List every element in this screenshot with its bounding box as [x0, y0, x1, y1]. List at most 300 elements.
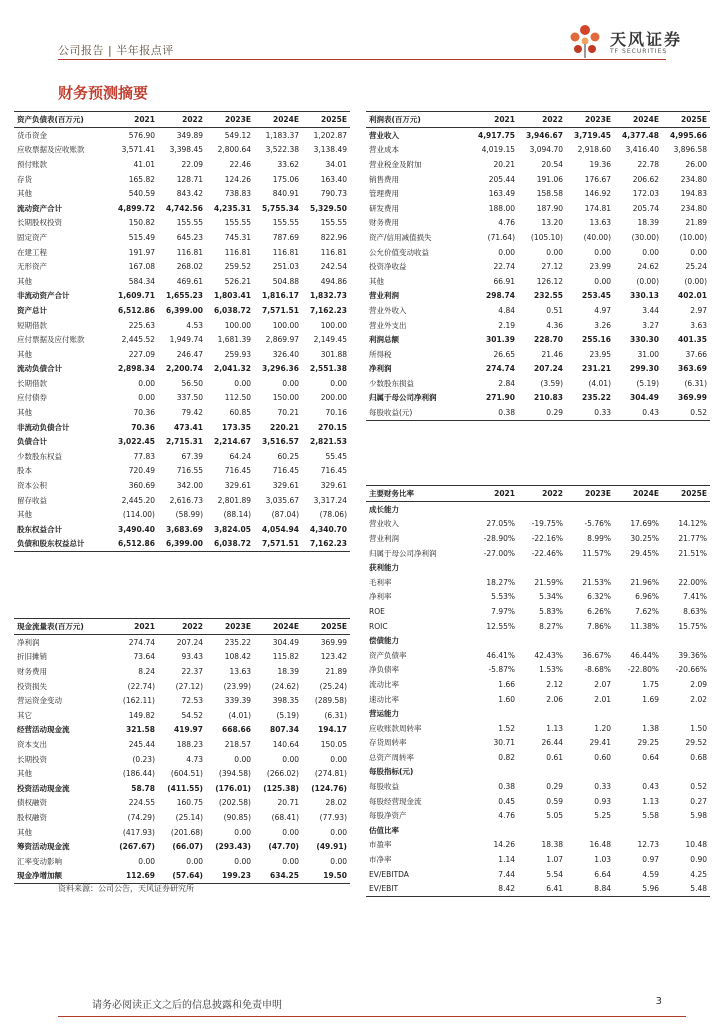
- column-header: 2022: [158, 619, 206, 635]
- cell-value: (125.38): [263, 783, 299, 793]
- cell-value: 339.39: [224, 696, 251, 706]
- cell-value: 0.64: [642, 752, 659, 762]
- cell-value: (202.58): [218, 798, 251, 808]
- table-row: [366, 391, 710, 406]
- cell-value: 7.97%: [491, 606, 515, 616]
- cell-value: [662, 765, 710, 780]
- table-row: [14, 449, 350, 464]
- cell-value: 14.12%: [678, 519, 707, 529]
- cell-value: 7,162.23: [302, 537, 350, 552]
- cell-value: (71.64): [487, 232, 515, 242]
- cell-value: 549.12: [224, 130, 251, 140]
- cell-value: 6,399.00: [158, 537, 206, 552]
- table-title: 主要财务比率: [366, 486, 470, 502]
- row-label: 投资净收益: [369, 262, 407, 272]
- table-title: 资产负债表(百万元): [14, 112, 110, 128]
- data-source-note: 资料来源：公司公告，天风证券研究所: [58, 884, 194, 893]
- cell-value: 112.50: [224, 393, 251, 403]
- cell-value: 176.67: [584, 174, 611, 184]
- cell-value: 716.45: [224, 466, 251, 476]
- cell-value: 494.86: [320, 276, 347, 286]
- cell-value: 22.00%: [678, 577, 707, 587]
- cell-value: 77.83: [133, 451, 155, 461]
- cell-value: (201.68): [170, 827, 203, 837]
- table-row: [14, 679, 350, 694]
- cell-value: 3,824.05: [213, 524, 251, 534]
- row-label: 筹资活动现金流: [17, 842, 70, 852]
- cell-value: 840.91: [272, 189, 299, 199]
- cell-value: 26.65: [493, 349, 515, 359]
- table-row: [366, 881, 710, 896]
- cell-value: 299.30: [630, 364, 659, 374]
- cell-value: 321.58: [126, 725, 155, 735]
- cell-value: 645.23: [176, 232, 203, 242]
- row-label: 市净率: [369, 855, 392, 865]
- cell-value: 12.73: [637, 840, 659, 850]
- cell-value: 1.07: [546, 855, 563, 865]
- cell-value: 1.13: [546, 723, 563, 733]
- cell-value: 4.76: [498, 218, 515, 228]
- cell-value: 0.00: [138, 856, 155, 866]
- cell-value: [566, 633, 614, 648]
- cell-value: -19.75%: [531, 519, 563, 529]
- table-row: [14, 708, 350, 723]
- table-header-row: [366, 112, 710, 128]
- cell-value: [470, 706, 518, 721]
- cell-value: 194.17: [318, 725, 347, 735]
- table-row: [366, 867, 710, 882]
- row-label: 少数股东权益: [17, 451, 62, 461]
- cell-value: 5.54: [546, 869, 563, 879]
- cell-value: 4,054.94: [261, 524, 299, 534]
- cell-value: (0.00): [636, 276, 659, 286]
- cell-value: 3,719.45: [573, 130, 611, 140]
- cell-value: -5.87%: [488, 665, 515, 675]
- table-row: [366, 274, 710, 289]
- cell-value: 0.29: [546, 782, 563, 792]
- cell-value: 4.53: [186, 320, 203, 330]
- cell-value: 207.24: [534, 364, 563, 374]
- row-label: 每股经营现金流: [369, 796, 422, 806]
- cell-value: 576.90: [128, 130, 155, 140]
- table-title: 现金流量表(百万元): [14, 619, 110, 635]
- cell-value: 21.46: [541, 349, 563, 359]
- cell-value: (105.10): [530, 232, 563, 242]
- row-label: 财务费用: [17, 666, 47, 676]
- row-label: 成长能力: [369, 504, 399, 514]
- row-label: 研发费用: [369, 203, 399, 213]
- cell-value: 6,038.72: [213, 305, 251, 315]
- cell-value: [566, 823, 614, 838]
- cell-value: 5.25: [594, 811, 611, 821]
- cell-value: 1,609.71: [117, 291, 155, 301]
- cell-value: 18.39: [277, 666, 299, 676]
- cell-value: 4,235.31: [213, 203, 251, 213]
- cell-value: 0.00: [594, 276, 611, 286]
- cell-value: 526.21: [224, 276, 251, 286]
- column-header: 2024E: [614, 486, 662, 502]
- cell-value: 274.74: [128, 637, 155, 647]
- cell-value: 0.38: [470, 405, 518, 420]
- cell-value: 2,801.89: [217, 495, 251, 505]
- column-header: 2023E: [566, 112, 614, 128]
- cell-value: 3,946.67: [525, 130, 563, 140]
- table-row: [366, 633, 710, 648]
- cell-value: 0.00: [330, 827, 347, 837]
- cell-value: 5.34%: [539, 592, 563, 602]
- row-label: EV/EBITDA: [369, 869, 409, 879]
- cell-value: 41.01: [133, 159, 155, 169]
- cell-value: 584.34: [128, 276, 155, 286]
- column-header: 2021: [110, 112, 158, 128]
- cell-value: [614, 633, 662, 648]
- cell-value: 0.00: [234, 856, 251, 866]
- row-label: EV/EBIT: [366, 881, 470, 896]
- cell-value: 2.19: [498, 320, 515, 330]
- cell-value: 1.52: [498, 723, 515, 733]
- cell-value: 29.52: [685, 738, 707, 748]
- cell-value: (4.01): [228, 710, 251, 720]
- cell-value: -20.66%: [675, 665, 707, 675]
- row-label: 总资产周转率: [369, 752, 414, 762]
- cell-value: 160.75: [176, 798, 203, 808]
- table-row: [14, 216, 350, 231]
- cell-value: 253.45: [582, 291, 611, 301]
- cell-value: 0.68: [690, 752, 707, 762]
- cell-value: [662, 560, 710, 575]
- table-row: [366, 619, 710, 634]
- column-header: 2025E: [662, 112, 710, 128]
- cell-value: 4.25: [690, 869, 707, 879]
- cell-value: 3.26: [594, 320, 611, 330]
- cell-value: 20.71: [277, 798, 299, 808]
- cell-value: 3.27: [642, 320, 659, 330]
- cell-value: 3,138.49: [313, 145, 347, 155]
- row-label: 每股收益: [369, 782, 399, 792]
- cell-value: 20.54: [541, 159, 563, 169]
- cell-value: [614, 823, 662, 838]
- cell-value: (266.02): [266, 769, 299, 779]
- cell-value: 304.49: [630, 393, 659, 403]
- table-row: [14, 434, 350, 449]
- cell-value: 398.35: [272, 696, 299, 706]
- table-row: [366, 692, 710, 707]
- cell-value: 5.05: [546, 811, 563, 821]
- cell-value: 2.97: [690, 305, 707, 315]
- cell-value: 2,616.73: [169, 495, 203, 505]
- cell-value: 716.55: [176, 466, 203, 476]
- cell-value: (77.93): [319, 812, 347, 822]
- row-label: 公允价值变动收益: [369, 247, 429, 257]
- column-header: 2022: [518, 112, 566, 128]
- column-header: 2025E: [302, 112, 350, 128]
- cell-value: 27.05%: [486, 519, 515, 529]
- cell-value: 0.00: [330, 754, 347, 764]
- cell-value: 235.22: [224, 637, 251, 647]
- cell-value: 187.90: [536, 203, 563, 213]
- cell-value: 259.52: [224, 262, 251, 272]
- cell-value: 11.38%: [630, 621, 659, 631]
- cell-value: 2.09: [690, 679, 707, 689]
- table-row: [14, 274, 350, 289]
- cell-value: 3,516.57: [261, 437, 299, 447]
- cell-value: 67.39: [181, 451, 203, 461]
- cell-value: 25.24: [685, 262, 707, 272]
- cell-value: 3,296.36: [261, 364, 299, 374]
- column-header: 2025E: [662, 486, 710, 502]
- cell-value: 191.06: [536, 174, 563, 184]
- cell-value: 33.62: [277, 159, 299, 169]
- row-label: 负债和股东权益总计: [14, 537, 110, 552]
- income-statement-table: [366, 111, 710, 421]
- cell-value: [518, 823, 566, 838]
- cell-value: 3,490.40: [117, 524, 155, 534]
- table-row: [366, 303, 710, 318]
- table-row: [14, 693, 350, 708]
- row-label: 非流动负债合计: [17, 422, 70, 432]
- cell-value: 115.82: [272, 652, 299, 662]
- table-row: [366, 216, 710, 231]
- cell-value: (49.91): [316, 842, 347, 852]
- cell-value: 13.63: [229, 666, 251, 676]
- table-row: [14, 128, 350, 143]
- cell-value: 360.69: [128, 481, 155, 491]
- row-label: 所得税: [369, 349, 392, 359]
- cell-value: 1,655.23: [165, 291, 203, 301]
- cell-value: 155.55: [224, 218, 251, 228]
- cell-value: 6,399.00: [165, 305, 203, 315]
- row-label: 汇率变动影响: [17, 856, 62, 866]
- cell-value: 0.00: [498, 247, 515, 257]
- row-label: 流动资产合计: [17, 203, 62, 213]
- footer-divider: [58, 1016, 686, 1017]
- cell-value: 8.99%: [587, 533, 611, 543]
- cell-value: 165.82: [128, 174, 155, 184]
- table-row: [14, 318, 350, 333]
- cell-value: 66.91: [493, 276, 515, 286]
- cell-value: (4.01): [588, 378, 611, 388]
- cell-value: 342.00: [176, 481, 203, 491]
- cell-value: (6.31): [324, 710, 347, 720]
- row-label: 速动比率: [369, 694, 399, 704]
- row-label: 归属于母公司净利润: [369, 393, 437, 403]
- cell-value: 6,512.86: [110, 537, 158, 552]
- cell-value: 26.00: [685, 159, 707, 169]
- cell-value: (74.29): [127, 812, 155, 822]
- cell-value: 2,200.74: [165, 364, 203, 374]
- cell-value: 54.52: [181, 710, 203, 720]
- cell-value: 0.38: [498, 782, 515, 792]
- cell-value: 0.29: [518, 405, 566, 420]
- cell-value: 5.58: [642, 811, 659, 821]
- cell-value: 5.83%: [539, 606, 563, 616]
- cell-value: 5,329.50: [309, 203, 347, 213]
- cell-value: 116.81: [320, 247, 347, 257]
- row-label: 净负债率: [369, 665, 399, 675]
- cell-value: 0.43: [614, 405, 662, 420]
- cell-value: 56.50: [181, 378, 203, 388]
- table-row: [14, 303, 350, 318]
- cell-value: 22.46: [229, 159, 251, 169]
- row-label: 折旧摊销: [17, 652, 47, 662]
- cell-value: 19.50: [302, 869, 350, 884]
- cell-value: 1,202.87: [313, 130, 347, 140]
- row-label: 货币资金: [17, 130, 47, 140]
- row-label: 应付票据及应付账款: [17, 335, 85, 345]
- table-row: [366, 560, 710, 575]
- row-label: 净利润: [369, 364, 392, 374]
- cell-value: 21.77%: [678, 533, 707, 543]
- cell-value: 0.52: [690, 782, 707, 792]
- row-label: 营业税金及附加: [369, 159, 422, 169]
- cell-value: 0.00: [234, 754, 251, 764]
- cell-value: 234.80: [680, 174, 707, 184]
- cell-value: 1.20: [594, 723, 611, 733]
- cell-value: 349.89: [176, 130, 203, 140]
- cash-flow-table: [14, 618, 350, 884]
- cell-value: 0.45: [498, 796, 515, 806]
- cell-value: 271.90: [486, 393, 515, 403]
- cell-value: 112.69: [110, 869, 158, 884]
- table-row: [366, 186, 710, 201]
- cell-value: 126.12: [536, 276, 563, 286]
- table-row: [366, 721, 710, 736]
- cell-value: [566, 502, 614, 517]
- cell-value: 158.58: [536, 189, 563, 199]
- cell-value: 3,094.70: [529, 145, 563, 155]
- cell-value: [518, 560, 566, 575]
- cell-value: 807.34: [270, 725, 299, 735]
- cell-value: (78.06): [319, 510, 347, 520]
- table-row: [14, 854, 350, 869]
- cell-value: 70.36: [131, 422, 155, 432]
- table-row: [366, 531, 710, 546]
- cell-value: 4,377.48: [621, 130, 659, 140]
- cell-value: [518, 633, 566, 648]
- row-label: 其他: [17, 769, 32, 779]
- cell-value: 4,742.56: [165, 203, 203, 213]
- cell-value: 363.69: [678, 364, 707, 374]
- table-row: [14, 810, 350, 825]
- table-header-row: [14, 112, 350, 128]
- table-row: [14, 391, 350, 406]
- cell-value: (5.19): [636, 378, 659, 388]
- cell-value: 3,317.24: [313, 495, 347, 505]
- cell-value: [566, 706, 614, 721]
- table-row: [14, 752, 350, 767]
- cell-value: (411.55): [167, 783, 203, 793]
- cell-value: 2,898.34: [117, 364, 155, 374]
- cell-value: (293.43): [215, 842, 251, 852]
- cell-value: 2.07: [594, 679, 611, 689]
- cell-value: 0.97: [642, 855, 659, 865]
- cell-value: 167.08: [128, 262, 155, 272]
- cell-value: [470, 502, 518, 517]
- cell-value: 15.75%: [678, 621, 707, 631]
- table-row: [366, 172, 710, 187]
- cell-value: 34.01: [325, 159, 347, 169]
- page-number: 3: [655, 996, 662, 1007]
- cell-value: 822.96: [320, 232, 347, 242]
- cell-value: 235.22: [582, 393, 611, 403]
- cell-value: 175.06: [272, 174, 299, 184]
- cell-value: 668.66: [222, 725, 251, 735]
- table-row: [366, 289, 710, 304]
- cell-value: 64.24: [229, 451, 251, 461]
- cell-value: 6,038.72: [206, 537, 254, 552]
- cell-value: 0.00: [282, 754, 299, 764]
- cell-value: 116.81: [224, 247, 251, 257]
- cell-value: 12.55%: [486, 621, 515, 631]
- row-label: 每股净资产: [369, 811, 407, 821]
- cell-value: 1,832.73: [309, 291, 347, 301]
- row-label: 其它: [17, 710, 32, 720]
- cell-value: 7,162.23: [309, 305, 347, 315]
- cell-value: 0.00: [234, 827, 251, 837]
- cell-value: 419.97: [174, 725, 203, 735]
- row-label: 存货周转率: [369, 738, 407, 748]
- column-header: 2022: [518, 486, 566, 502]
- table-row: [14, 376, 350, 391]
- cell-value: 4.73: [186, 754, 203, 764]
- table-row: [14, 186, 350, 201]
- cell-value: 0.00: [282, 378, 299, 388]
- row-label: 每股收益(元): [366, 405, 470, 420]
- row-label: 其他: [17, 510, 32, 520]
- cell-value: 234.80: [680, 203, 707, 213]
- cell-value: 843.42: [176, 189, 203, 199]
- cell-value: [662, 633, 710, 648]
- table-row: [366, 376, 710, 391]
- cell-value: 1,949.74: [169, 335, 203, 345]
- table-row: [14, 347, 350, 362]
- table-row: [366, 823, 710, 838]
- cell-value: 2,800.64: [217, 145, 251, 155]
- cell-value: 1.14: [498, 855, 515, 865]
- row-label: 经营活动现金流: [17, 725, 70, 735]
- cell-value: 738.83: [224, 189, 251, 199]
- table-header-row: [14, 619, 350, 635]
- cell-value: 0.60: [594, 752, 611, 762]
- cell-value: 1,183.37: [265, 130, 299, 140]
- row-label: 净利润: [17, 637, 40, 647]
- cell-value: 200.00: [320, 393, 347, 403]
- table-row: [14, 420, 350, 435]
- cell-value: (6.31): [684, 378, 707, 388]
- cell-value: 31.00: [637, 349, 659, 359]
- row-label: 其他: [17, 827, 32, 837]
- cell-value: 155.55: [272, 218, 299, 228]
- cell-value: (0.23): [132, 754, 155, 764]
- row-label: 应收票据及应收账款: [17, 145, 85, 155]
- cell-value: [470, 633, 518, 648]
- cell-value: 401.35: [678, 335, 707, 345]
- cell-value: 60.85: [229, 408, 251, 418]
- cell-value: 155.55: [176, 218, 203, 228]
- cell-value: 3,522.38: [265, 145, 299, 155]
- cell-value: (604.51): [170, 769, 203, 779]
- cell-value: 1.66: [498, 679, 515, 689]
- cell-value: 1.75: [642, 679, 659, 689]
- cell-value: 4.59: [642, 869, 659, 879]
- cell-value: 0.00: [186, 856, 203, 866]
- cell-value: 0.90: [690, 855, 707, 865]
- row-label: 市盈率: [369, 840, 392, 850]
- row-label: 留存收益: [17, 495, 47, 505]
- cell-value: 0.00: [690, 247, 707, 257]
- table-header-row: [366, 486, 710, 502]
- row-label: 现金净增加额: [14, 869, 110, 884]
